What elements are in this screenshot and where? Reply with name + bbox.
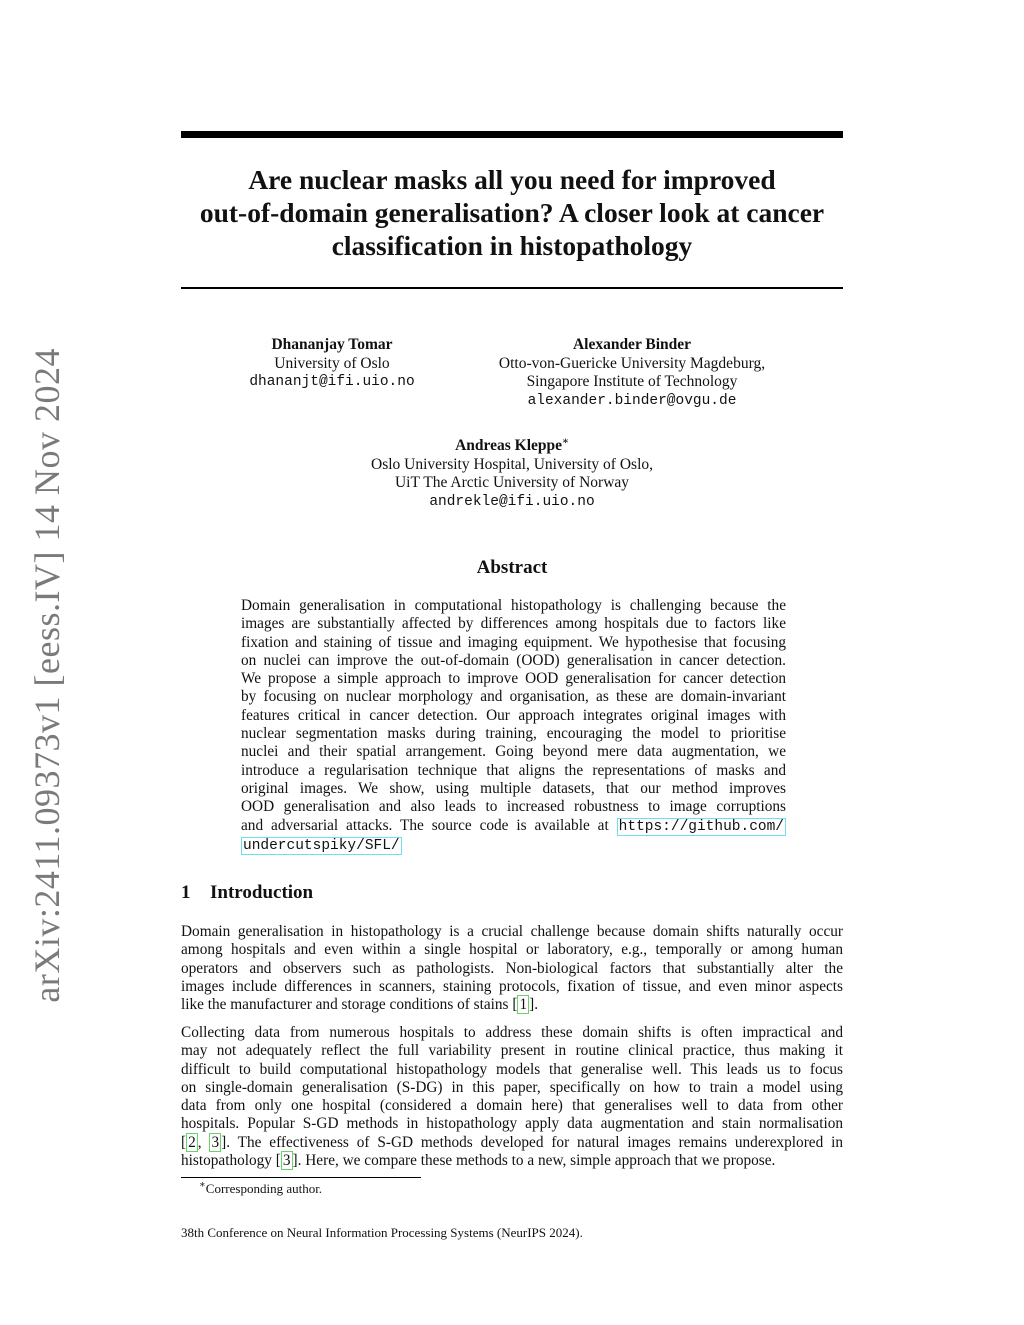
author-email[interactable]: dhananjt@ifi.uio.no [249, 374, 415, 390]
body-line [181, 996, 843, 1014]
author-affiliation: Otto-von-Guericke University Magdeburg, [498, 354, 766, 372]
body-line [181, 1152, 843, 1170]
body-line: Collecting data from numerous hospitals to address these domain shifts is often impractical and [181, 1024, 843, 1041]
abstract-line: on nuclei can improve the out-of-domain (OOD) generalisation in cancer detection. [241, 651, 786, 669]
body-line: data from only one hospital (considered a domain here) that generalises well to data from other [181, 1097, 843, 1115]
abstract-line: images are substantially affected by differences among hospitals due to factors like [241, 615, 786, 633]
title-top-rule [181, 131, 843, 138]
section-number: 1 [181, 882, 191, 903]
body-line [181, 1134, 843, 1152]
abstract-heading: Abstract [476, 557, 548, 578]
body-text: ]. [529, 996, 539, 1014]
body-text: ]. The effectiveness of S-GD methods developed for natural images remains underexplored in [221, 1133, 843, 1151]
citation-link[interactable]: 3 [282, 1152, 291, 1170]
abstract-line: We propose a simple approach to improve OOD generalisation for cancer detection [241, 670, 786, 688]
body-text: , [197, 1133, 210, 1151]
abstract-line [241, 836, 786, 855]
author-affiliation: Oslo University Hospital, University of Oslo, [371, 455, 653, 473]
abstract-line: OOD generalisation and also leads to increased robustness to image corruptions [241, 798, 786, 816]
source-code-link[interactable]: https://github.com/ [618, 818, 784, 835]
arxiv-identifier-stamp: arXiv:2411.09373v1 [eess.IV] 14 Nov 2024 [27, 348, 67, 1003]
footnote-text: Corresponding author. [205, 1181, 323, 1196]
abstract-line [241, 817, 786, 836]
body-line: Domain generalisation in histopathology is a crucial challenge because domain shifts naturally occur [181, 923, 843, 940]
citation-link[interactable]: 2 [188, 1133, 196, 1151]
footnote [199, 1181, 322, 1197]
intro-paragraph-1 [181, 923, 843, 1014]
author-affiliation: Singapore Institute of Technology [526, 373, 738, 390]
body-line: images include differences in scanners, staining protocols, fixation of tissue, and even minor aspects [181, 977, 843, 995]
body-text: like the manufacturer and storage conditions of stains [ [181, 996, 518, 1014]
body-line: on single-domain generalisation (S-DG) in this paper, specifically on how to train a model using [181, 1078, 843, 1096]
author-email[interactable]: andrekle@ifi.uio.no [429, 493, 595, 510]
abstract-line: original images. We show, using multiple datasets, that our method improves [241, 779, 786, 797]
author-email[interactable]: alexander.binder@ovgu.de [527, 392, 737, 409]
author-name: Andreas Kleppe [455, 437, 562, 454]
intro-paragraph-2 [181, 1024, 843, 1170]
abstract-line: by focusing on nuclear morphology and organisation, as these are domain-invariant [241, 688, 786, 706]
author-name: Dhananjay Tomar [271, 336, 393, 353]
title-bottom-rule [181, 287, 843, 289]
abstract-line: Domain generalisation in computational histopathology is challenging because the [241, 597, 786, 614]
abstract-line: fixation and staining of tissue and imaging equipment. We hypothesise that focusing [241, 633, 786, 651]
body-line: among hospitals and even within a single hospital or laboratory, e.g., temporally or among human [181, 941, 843, 959]
section-title: Introduction [210, 882, 314, 903]
abstract-line: features critical in cancer detection. Our approach integrates original images with [241, 706, 786, 724]
body-line: hospitals. Popular S-GD methods in histopathology apply data augmentation and stain normalisation [181, 1115, 843, 1133]
author-block-kleppe [332, 437, 692, 511]
author-block-tomar [232, 336, 432, 392]
abstract-line: nuclei and their spatial arrangement. Going beyond mere data augmentation, we [241, 743, 786, 761]
citation-link[interactable]: 1 [519, 996, 528, 1014]
footnote-rule [181, 1177, 421, 1178]
citation-link[interactable]: 3 [211, 1133, 220, 1151]
paper-title [181, 163, 843, 262]
section-heading-introduction [181, 882, 313, 904]
body-text: histopathology [ [181, 1152, 281, 1170]
title-line: out-of-domain generalisation? A closer look at cancer [199, 197, 825, 228]
abstract-line: nuclear segmentation masks during training, encouraging the model to prioritise [241, 725, 786, 743]
body-line: operators and observers such as pathologists. Non-biological factors that substantially alter the [181, 959, 843, 977]
body-line: may not adequately reflect the full variability present in routine clinical practice, thus making it [181, 1042, 843, 1060]
author-block-binder [482, 336, 782, 410]
body-text: [ [181, 1133, 187, 1151]
abstract-text: and adversarial attacks. The source code is available at [241, 816, 617, 834]
footnote-mark: ∗ [199, 1179, 206, 1191]
source-code-link-continued[interactable]: undercutspiky/SFL/ [243, 837, 400, 854]
title-line: Are nuclear masks all you need for improved [248, 164, 776, 195]
title-line: classification in histopathology [331, 230, 693, 261]
corresponding-author-mark: ∗ [562, 435, 569, 447]
abstract-body [241, 597, 786, 855]
body-line: difficult to build computational histopathology models that generalise well. This leads us to focus [181, 1060, 843, 1078]
author-affiliation: UiT The Arctic University of Norway [394, 474, 630, 491]
abstract-line: introduce a regularisation technique that aligns the representations of masks and [241, 761, 786, 779]
body-text: ]. Here, we compare these methods to a new, simple approach that we propose. [292, 1152, 776, 1170]
author-affiliation: University of Oslo [274, 354, 390, 372]
venue-line: 38th Conference on Neural Information Processing Systems (NeurIPS 2024). [181, 1225, 583, 1240]
author-name: Alexander Binder [572, 336, 692, 353]
